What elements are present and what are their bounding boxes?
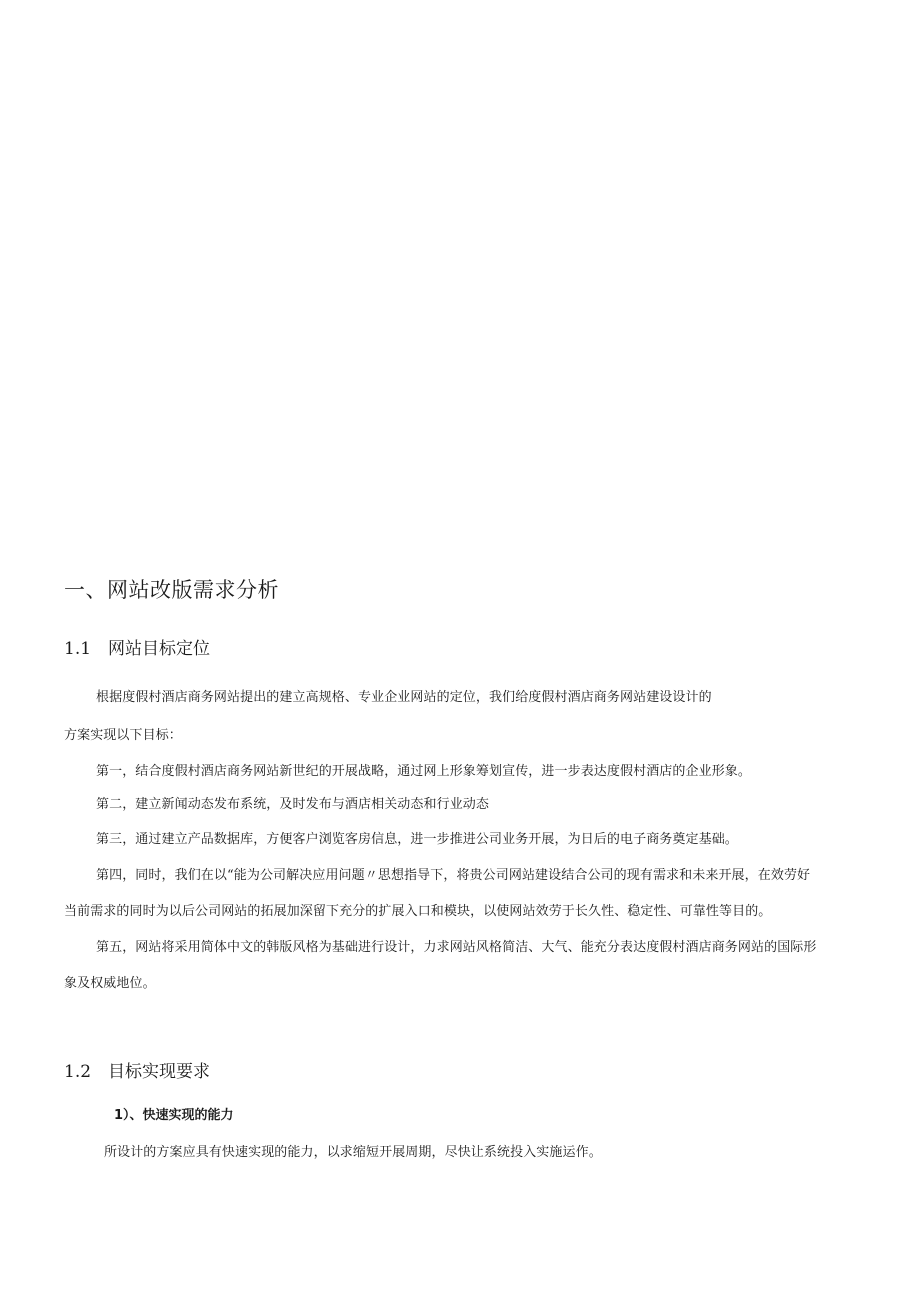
subsection-title: 网站目标定位 xyxy=(108,639,210,659)
requirement-heading: 1）、快速实现的能力 xyxy=(114,1108,234,1123)
goal-item-4-line1: 第四，同时，我们在以“能为公司解决应用问题〃思想指导下，将贵公司网站建设结合公司的现有需求和未来开展，在效劳好 xyxy=(96,868,811,883)
goal-item-5-line1: 第五，网站将采用简体中文的韩版风格为基础进行设计，力求网站风格简洁、大气、能充分表达度假村酒店商务网站的国际形 xyxy=(96,940,817,955)
requirement-text: 所设计的方案应具有快速实现的能力，以求缩短开展周期，尽快让系统投入实施运作。 xyxy=(104,1145,602,1160)
subsection-title: 目标实现要求 xyxy=(108,1062,210,1082)
paragraph-intro-line2: 方案实现以下目标： xyxy=(64,728,182,743)
subsection-heading-1-2 xyxy=(64,1057,210,1082)
paragraph-intro-line1: 根据度假村酒店商务网站提出的建立高规格、专业企业网站的定位，我们给度假村酒店商务网站建设设计的 xyxy=(96,690,712,705)
subsection-heading-1-1 xyxy=(64,634,210,659)
goal-item-4-line2: 当前需求的同时为以后公司网站的拓展加深留下充分的扩展入口和模块，以使网站效劳于长久性、稳定性、可靠性等目的。 xyxy=(64,904,772,919)
section-title: 一、网站改版需求分析 xyxy=(64,578,279,602)
goal-item-5-line2: 象及权威地位。 xyxy=(64,976,156,991)
goal-item-3: 第三，通过建立产品数据库，方便客户浏览客房信息，进一步推进公司业务开展，为日后的电子商务奠定基础。 xyxy=(96,832,738,847)
subsection-number: 1.2 xyxy=(64,1062,92,1082)
goal-item-1: 第一，结合度假村酒店商务网站新世纪的开展战略，通过网上形象筹划宣传，进一步表达度假村酒店的企业形象。 xyxy=(96,764,752,779)
subsection-number: 1.1 xyxy=(64,639,92,659)
goal-item-2: 第二，建立新闻动态发布系统，及时发布与酒店相关动态和行业动态 xyxy=(96,797,490,812)
